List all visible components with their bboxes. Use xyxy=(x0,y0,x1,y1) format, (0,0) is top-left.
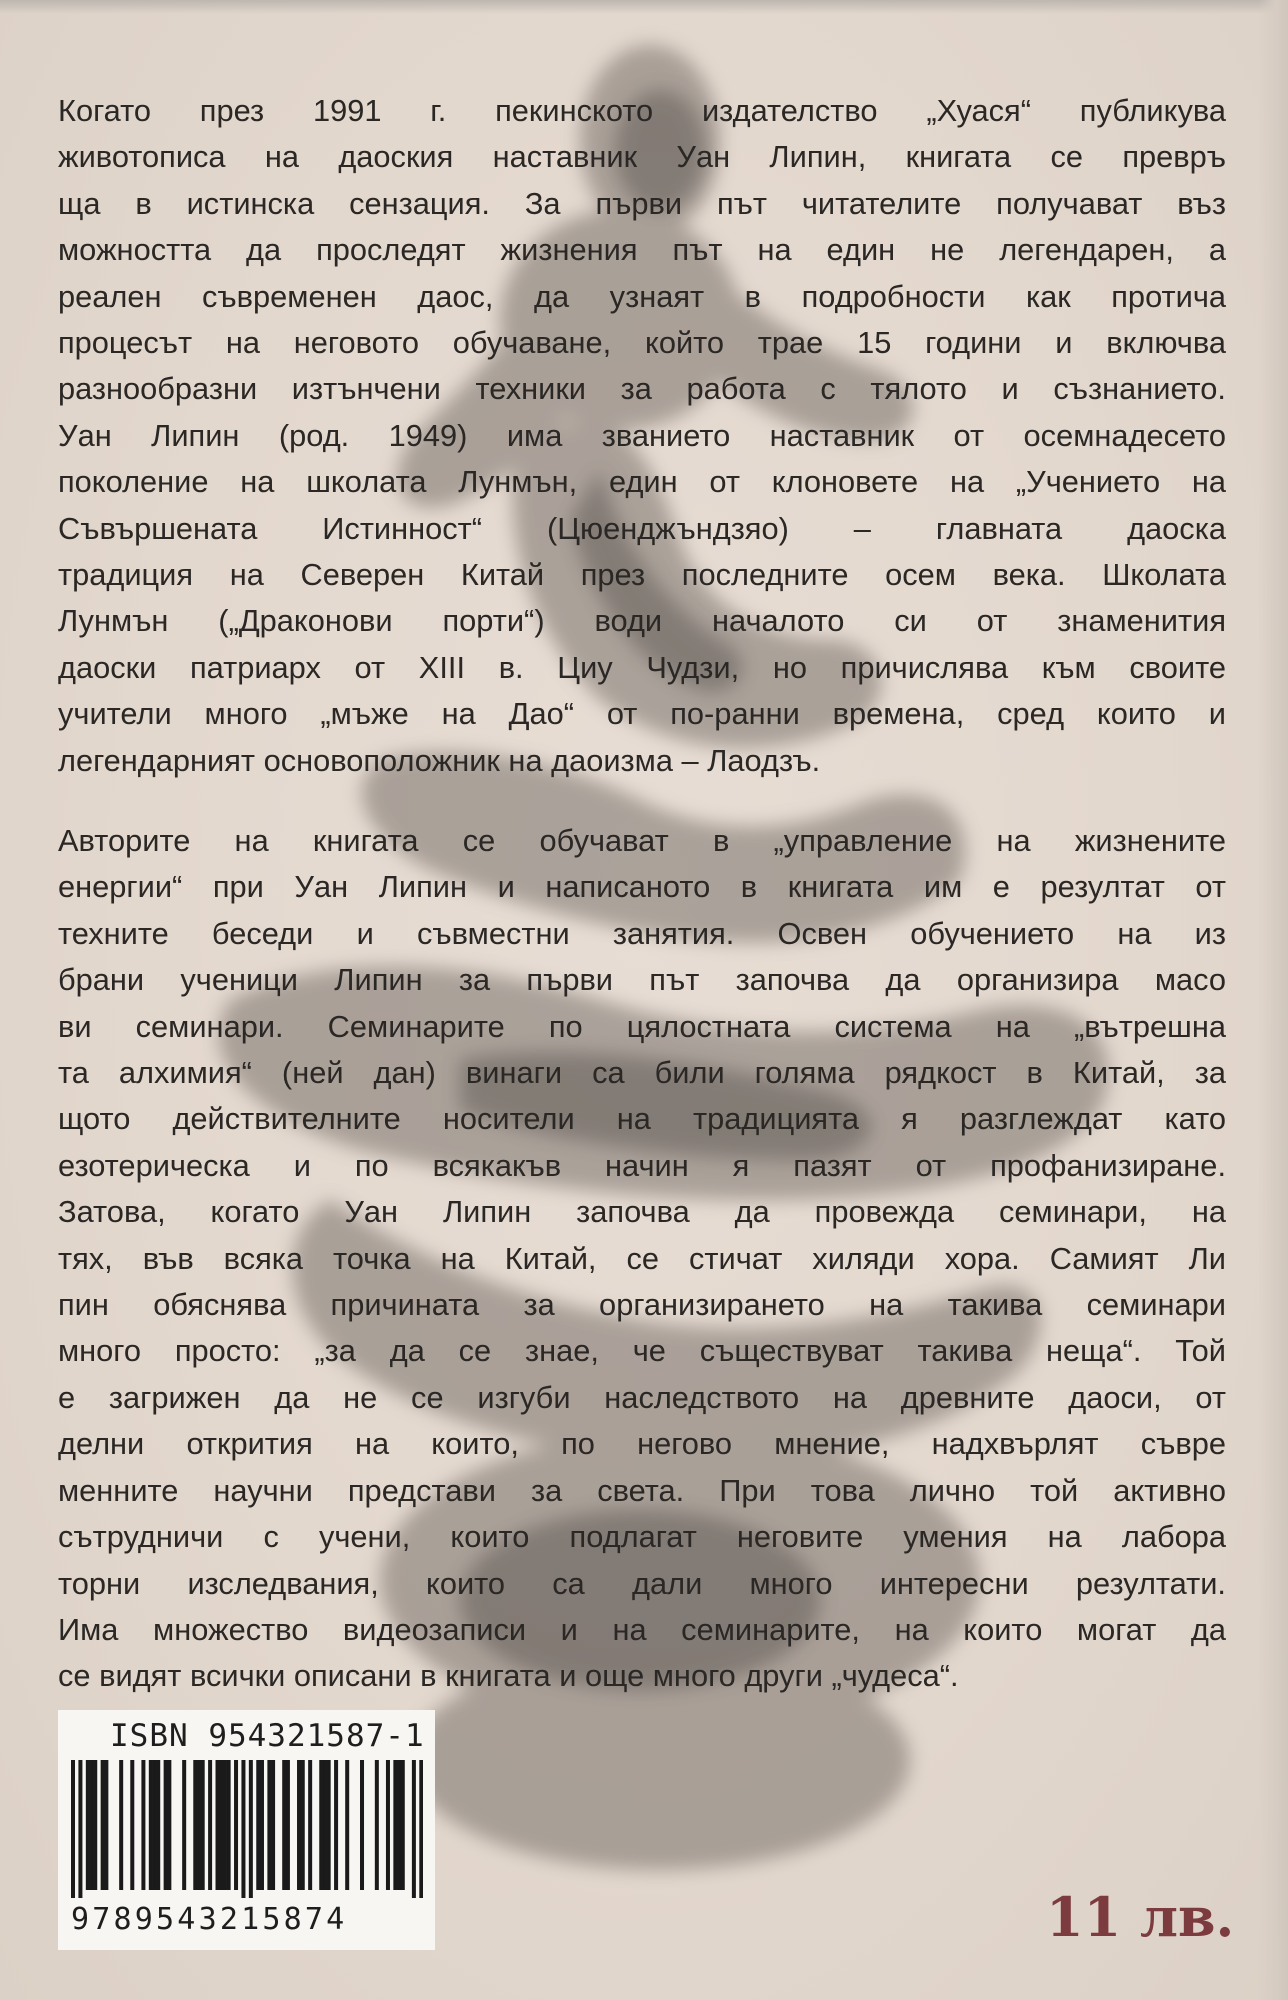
text-line: делни открития на които, по негово мнение, надхвърлят съвре xyxy=(58,1426,1226,1462)
barcode-bar xyxy=(141,1760,145,1890)
barcode-bar xyxy=(71,1760,75,1898)
barcode-bar xyxy=(319,1760,323,1890)
text-line: е загрижен да не се изгуби наследството на древните даоси, от xyxy=(58,1379,1226,1415)
barcode-bar xyxy=(234,1760,238,1890)
ean-digits: 9789543215874 xyxy=(71,1902,348,1937)
text-line: много просто: „за да се знае, че съществуват такива неща“. Той xyxy=(58,1333,1226,1369)
barcode-bar xyxy=(167,1760,171,1890)
text-line: езотерическа и по всякакъв начин я пазят от профанизиране. xyxy=(58,1147,1226,1183)
barcode-bar xyxy=(323,1760,327,1890)
barcode-bar xyxy=(182,1760,186,1890)
description-paragraph-1 xyxy=(58,88,1226,784)
barcode-bar xyxy=(334,1760,338,1890)
barcode-bar xyxy=(412,1760,416,1898)
barcode-bar xyxy=(227,1760,231,1890)
text-line: менните научни представи за света. При това лично той активно xyxy=(58,1472,1226,1508)
barcode-bar xyxy=(119,1760,123,1890)
barcode-bar xyxy=(156,1760,160,1890)
barcode-bar xyxy=(216,1760,220,1890)
barcode-bar xyxy=(386,1760,390,1890)
barcode-bar xyxy=(149,1760,153,1890)
text-line: традиция на Северен Китай през последните осем века. Школата xyxy=(58,557,1226,593)
text-line: Авторите на книгата се обучават в „управление на жизнените xyxy=(58,823,1226,858)
barcode-bar xyxy=(375,1760,379,1890)
barcode-bar xyxy=(393,1760,397,1890)
barcode-bar xyxy=(249,1760,253,1898)
text-line: Затова, когато Уан Липин започва да провежда семинари, на xyxy=(58,1194,1226,1230)
price-label: 11 лв. xyxy=(1046,1885,1235,1949)
barcode-bar xyxy=(130,1760,134,1890)
barcode-bar xyxy=(419,1760,423,1898)
text-line: щото действителните носители на традицията я разглеждат като xyxy=(58,1101,1226,1137)
barcode-bar xyxy=(104,1760,108,1890)
barcode-bar xyxy=(308,1760,312,1890)
barcode-bar xyxy=(223,1760,227,1890)
barcode-bar xyxy=(297,1760,301,1890)
barcode-bar xyxy=(201,1760,205,1890)
barcode-bar xyxy=(267,1760,271,1890)
barcode-bar xyxy=(197,1760,201,1890)
barcode-bar xyxy=(260,1760,264,1890)
text-line: техните беседи и съвместни занятия. Освен обучението на из xyxy=(58,915,1226,951)
text-line: та алхимия“ (ней дан) винаги са били голяма рядкост в Китай, за xyxy=(58,1055,1226,1091)
text-line: сътрудничи с учени, които подлагат неговите умения на лабора xyxy=(58,1519,1226,1555)
text-line: разнообразни изтънчени техники за работа с тялото и съзнанието. xyxy=(58,371,1226,407)
text-line: даоски патриарх от XIII в. Циу Чудзи, но причислява към своите xyxy=(58,649,1226,685)
isbn-barcode xyxy=(58,1710,435,1950)
text-line: енергии“ при Уан Липин и написаното в книгата им е резултат от xyxy=(58,869,1226,905)
barcode-bar xyxy=(241,1760,245,1898)
text-line: Има множество видеозаписи и на семинарите, на които могат да xyxy=(58,1611,1226,1647)
text-line: Лунмън („Драконови порти“) води началото си от знаменития xyxy=(58,603,1226,639)
text-line: можността да проследят жизнения път на един не легендарен, а xyxy=(58,232,1226,268)
text-line: учители много „мъже на Дао“ от по-ранни времена, сред които и xyxy=(58,696,1226,732)
text-line: животописа на даоския наставник Уан Липин, книгата се превръ xyxy=(58,139,1226,175)
text-line: ща в истинска сензация. За първи път читателите получават въз xyxy=(58,185,1226,221)
text-line: поколение на школата Лунмън, един от клоновете на „Учението на xyxy=(58,464,1226,500)
barcode-bar xyxy=(286,1760,290,1890)
barcode-bar xyxy=(90,1760,94,1890)
barcode-bar xyxy=(282,1760,286,1890)
barcode-bar xyxy=(208,1760,212,1890)
text-line: Уан Липин (род. 1949) има званието наставник от осемнадесето xyxy=(58,417,1226,453)
barcode-bar xyxy=(93,1760,97,1890)
barcode-bar xyxy=(78,1760,82,1898)
barcode-bar xyxy=(86,1760,90,1890)
cover-right-edge xyxy=(1258,0,1288,2000)
text-line: легендарният основоположник на даоизма – Лаодзъ. xyxy=(58,742,821,778)
description-paragraph-2 xyxy=(58,818,1226,1700)
text-line: Съвършената Истинност“ (Цюенджъндзяо) – главната даоска xyxy=(58,510,1226,546)
barcode-bar xyxy=(345,1760,349,1890)
text-line: пин обяснява причината за организирането на такива семинари xyxy=(58,1287,1226,1323)
text-line: процесът на неговото обучаване, който трае 15 години и включва xyxy=(58,325,1226,361)
text-line: Когато през 1991 г. пекинското издателство „Хуася“ публикува xyxy=(58,93,1226,128)
barcode-bar xyxy=(164,1760,168,1890)
barcode-bar xyxy=(271,1760,275,1890)
barcode-bar xyxy=(360,1760,364,1890)
barcode-bar xyxy=(397,1760,401,1890)
barcode-bars xyxy=(71,1760,423,1898)
barcode-bar xyxy=(101,1760,105,1890)
barcode-bar xyxy=(219,1760,223,1890)
barcode-bar xyxy=(327,1760,331,1890)
text-line: торни изследвания, които са дали много интересни резултати. xyxy=(58,1565,1226,1601)
text-line: ви семинари. Семинарите по цялостната система на „вътрешна xyxy=(58,1008,1226,1044)
text-line: брани ученици Липин за първи път започва да организира масо xyxy=(58,962,1226,998)
isbn-label: ISBN 954321587-1 xyxy=(110,1718,425,1754)
barcode-bar xyxy=(256,1760,260,1890)
cover-top-edge xyxy=(0,0,1288,14)
barcode-bar xyxy=(301,1760,305,1890)
text-line: тях, във всяка точка на Китай, се стичат хиляди хора. Самият Ли xyxy=(58,1240,1226,1276)
text-line: се видят всички описани в книгата и още много други „чудеса“. xyxy=(58,1658,959,1694)
barcode-bar xyxy=(193,1760,197,1890)
barcode-bar xyxy=(401,1760,405,1890)
text-line: реален съвременен даос, да узнаят в подробности как протича xyxy=(58,278,1226,314)
barcode-bar xyxy=(153,1760,157,1890)
